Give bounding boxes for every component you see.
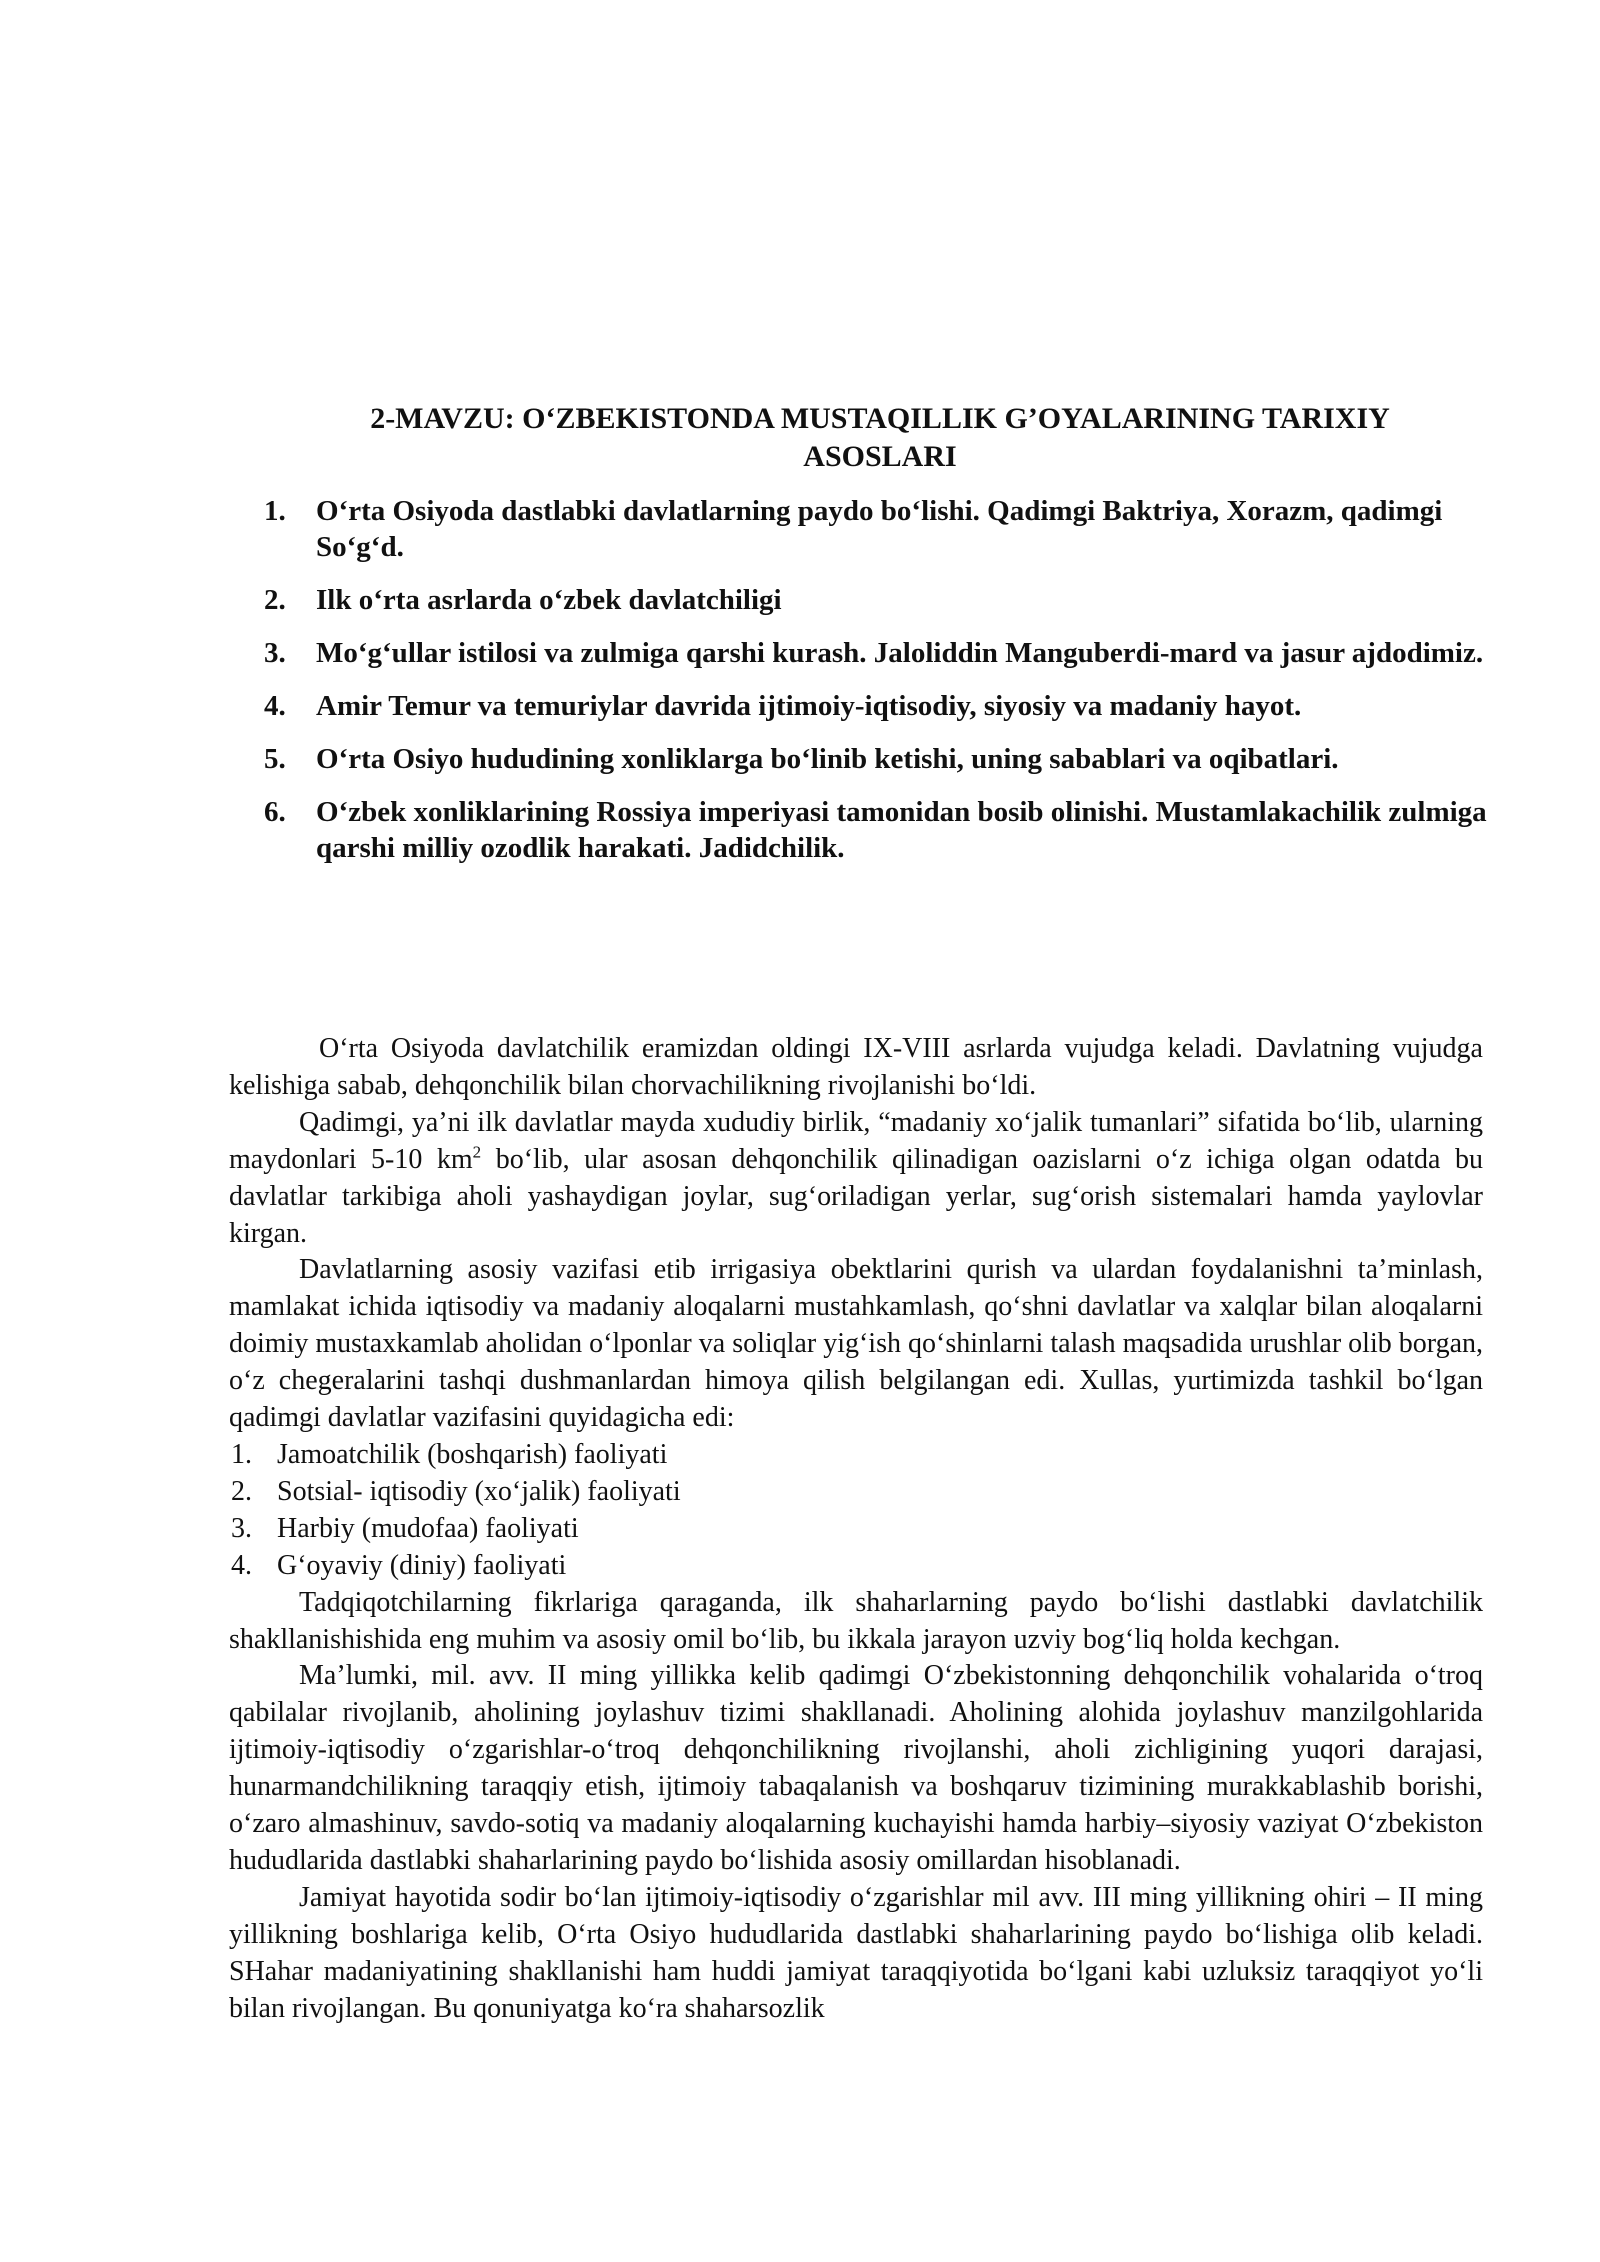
superscript: 2 bbox=[472, 1142, 482, 1162]
paragraph: Tadqiqotchilarning fikrlariga qaraganda, ilk shaharlarning paydo bo‘lishi dastlabki davlatchilik shakllanishishida eng muhim va asosiy omil bo‘lib, bu ikkala jarayon uzviy bog‘liq holda kechgan. bbox=[229, 1586, 1483, 1655]
body-text bbox=[229, 1031, 1483, 2027]
function-number: 4. bbox=[231, 1549, 252, 1581]
page-title: 2-MAVZU: O‘ZBEKISTONDA MUSTAQILLIK G’OYALARINING TARIXIY ASOSLARI bbox=[370, 402, 1390, 473]
topic-number: 6. bbox=[264, 796, 286, 828]
function-text: Sotsial- iqtisodiy (xo‘jalik) faoliyati bbox=[277, 1475, 681, 1507]
topic-text: Amir Temur va temuriylar davrida ijtimoiy-iqtisodiy, siyosiy va madaniy hayot. bbox=[316, 690, 1302, 722]
topic-list bbox=[250, 493, 1490, 883]
topic-number: 1. bbox=[264, 495, 286, 527]
paragraph: Jamiyat hayotida sodir bo‘lan ijtimoiy-iqtisodiy o‘zgarishlar mil avv. III ming yillikning ohiri – II ming yillikning boshlariga kelib, O‘rta Osiyo hududlarida dastlabki shaharlarining paydo bo‘lishiga olib keladi. SHahar madaniyatining shakllanishi ham huddi jamiyat taraqqiyotida bo‘lgani kabi uzluksiz taraqqiyot yo‘li bilan rivojlangan. Bu qonuniyatga ko‘ra shaharsozlik bbox=[229, 1881, 1483, 2024]
topic-item bbox=[250, 582, 1490, 618]
paragraph: Ma’lumki, mil. avv. II ming yillikka kelib qadimgi O‘zbekistonning dehqonchilik vohalarida o‘troq qabilalar rivojlanib, aholining joylashuv tizimi shakllanadi. Aholining alohida joylashuv manzilgohlarida ijtimoiy-iqtisodiy o‘zgarishlar-o‘troq dehqonchilikning rivojlanshi, aholi zichligining yuqori darajasi, hunarmandchilikning taraqqiy etish, ijtimoiy tabaqalanish va boshqaruv tizimining murakkablashib borishi, o‘zaro almashinuv, savdo-sotiq va madaniy aloqalarning kuchayishi hamda harbiy–siyosiy vaziyat O‘zbekiston hududlarida dastlabki shaharlarining paydo bo‘lishida asosiy omillardan hisoblanadi. bbox=[229, 1660, 1483, 1876]
topic-text: Mo‘g‘ullar istilosi va zulmiga qarshi kurash. Jaloliddin Manguberdi-mard va jasur ajdodimiz. bbox=[316, 637, 1484, 669]
paragraph bbox=[229, 1105, 1483, 1253]
function-item bbox=[229, 1474, 1483, 1511]
topic-text: O‘rta Osiyo hududining xonliklarga bo‘linib ketishi, uning sabablari va oqibatlari. bbox=[316, 743, 1339, 775]
paragraph: O‘rta Osiyoda davlatchilik eramizdan oldingi IX-VIII asrlarda vujudga keladi. Davlatning vujudga kelishiga sabab, dehqonchilik bilan chorvachilikning rivojlanishi bo‘ldi. bbox=[229, 1033, 1483, 1101]
function-item bbox=[229, 1511, 1483, 1548]
function-number: 3. bbox=[231, 1512, 252, 1544]
paragraph: Davlatlarning asosiy vazifasi etib irrigasiya obektlarini qurish va ulardan foydalanishni ta’minlash, mamlakat ichida iqtisodiy va madaniy aloqalarni mustahkamlash, qo‘shni davlatlar va xalqlar bilan aloqalarni doimiy mustaxkamlab aholidan o‘lponlar va soliqlar yig‘ish qo‘shinlarni talash maqsadida urushlar olib borgan, o‘z chegeralarini tashqi dushmanlardan himoya qilish belgilangan edi. Xullas, yurtimizda tashkil bo‘lgan qadimgi davlatlar vazifasini quyidagicha edi: bbox=[229, 1254, 1483, 1434]
topic-number: 5. bbox=[264, 743, 286, 775]
topic-item bbox=[250, 688, 1490, 724]
topic-number: 2. bbox=[264, 584, 286, 616]
topic-item bbox=[250, 493, 1490, 565]
function-item bbox=[229, 1548, 1483, 1585]
topic-text: O‘zbek xonliklarining Rossiya imperiyasi tamonidan bosib olinishi. Mustamlakachilik zulmiga qarshi milliy ozodlik harakati. Jadidchilik. bbox=[316, 796, 1487, 864]
function-text: Jamoatchilik (boshqarish) faoliyati bbox=[277, 1438, 668, 1470]
topic-number: 4. bbox=[264, 690, 286, 722]
topic-text: Ilk o‘rta asrlarda o‘zbek davlatchiligi bbox=[316, 584, 782, 616]
function-item bbox=[229, 1437, 1483, 1474]
function-text: Harbiy (mudofaa) faoliyati bbox=[277, 1512, 579, 1544]
topic-item bbox=[250, 741, 1490, 777]
topic-item bbox=[250, 635, 1490, 671]
paragraph-text: Qadimgi, ya’ni ilk davlatlar mayda xududiy birlik, “madaniy xo‘jalik tumanlari” sifatida bo‘lib, ularning maydonlari 5-10 km bbox=[229, 1106, 1483, 1175]
topic-text: O‘rta Osiyoda dastlabki davlatlarning paydo bo‘lishi. Qadimgi Baktriya, Xorazm, qadimgi So‘g‘d. bbox=[316, 495, 1443, 563]
paragraph-text: bo‘lib, ular asosan dehqonchilik qilinadigan oazislarni o‘z ichiga olgan odatda bu davlatlar tarkibiga aholi yashaydigan joylar, sug‘oriladigan yerlar, sug‘orish sistemalari hamda yaylovlar kirgan. bbox=[229, 1143, 1484, 1249]
topic-number: 3. bbox=[264, 637, 286, 669]
topic-item bbox=[250, 794, 1490, 866]
function-text: G‘oyaviy (diniy) faoliyati bbox=[277, 1549, 567, 1581]
function-number: 1. bbox=[231, 1438, 252, 1470]
function-number: 2. bbox=[231, 1475, 252, 1507]
